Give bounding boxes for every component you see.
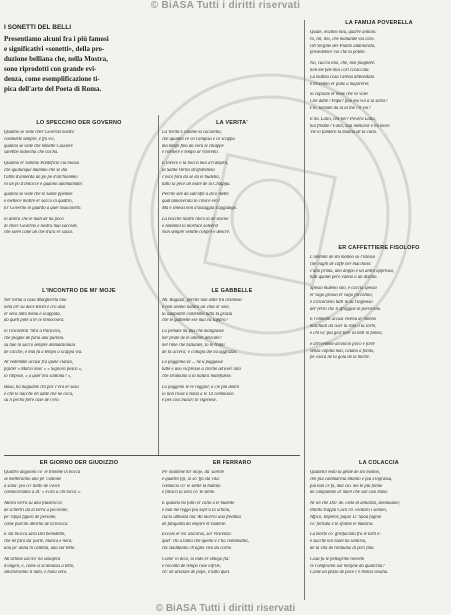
verse-line: e non avemo natura un vina ar sole, <box>162 304 230 310</box>
verse-line: che vaghi de caffè ner macinino: <box>310 261 372 267</box>
intro-line: e significativi «sonetti», della pro- <box>4 45 105 53</box>
verse-line: Perchè sìte da sull'ofte a do'ò mette <box>162 192 229 198</box>
verse-line: chi staddanno ch'agno vive da corne. <box>162 545 232 551</box>
poem-famija <box>310 20 448 180</box>
stanza <box>4 557 154 577</box>
verse-line: Ma e smessi non d'assaggià s'aggiùngo. <box>162 205 238 211</box>
stanza <box>162 217 302 237</box>
intro-heading: I SONETTI DEL BELLI <box>4 24 72 31</box>
verse-line: ner prate de le ommre delicate? <box>162 335 222 341</box>
poem-title: ER FERRARO <box>212 460 252 466</box>
verse-line: Lo poggenia ze ... ne u paggasse <box>162 360 224 366</box>
verse-line: la sumpoltre contenme tutta la grazia <box>162 311 233 317</box>
verse-line: che più cammarina intanto e più s'ingrassa, <box>310 476 393 482</box>
verse-line: E l'ommini accusì vivenu ar monno <box>310 317 377 323</box>
verse-line: Eccolo er mi' discorso, sor Vincenzo: <box>162 532 232 538</box>
verse-line: tutto la pece un mare de la Chiappa. <box>162 181 231 187</box>
verse-line: de la vita de rotinumo di pori fina. <box>310 545 375 551</box>
verse-line: de cacche, e mia fu a tempo a scappà via. <box>4 349 83 355</box>
stanza <box>310 317 448 337</box>
verse-line: E quanno ho fatto er callo a le budelle <box>162 501 235 507</box>
verse-line: io allora che le mali de nu poco <box>4 216 64 222</box>
verse-line: Non sempre venitte conpre e dencre. <box>162 230 231 236</box>
verse-line: cucio abbasta nìa' An morrio una fredlina <box>162 514 241 520</box>
verse-line: de fatigarda da empiré er budelle. <box>162 521 227 527</box>
stanza <box>162 532 302 552</box>
stanza <box>162 298 302 325</box>
poem-colaccia <box>310 460 448 602</box>
intro-line: pica dell'arte del Poeta di Roma. <box>4 85 102 93</box>
verse-line: E'nn. Lallo, che bei? Povera Lalla, <box>310 116 376 122</box>
verse-line: che quanno ce vò l'ampisa e ce scappa <box>162 136 235 142</box>
stanza <box>310 470 448 497</box>
verse-line: e roconto de tempo rase iofrile, <box>162 563 221 569</box>
poem-title: LA COLACCIA <box>359 460 399 466</box>
verse-line: Fio, tornate da la al ttie c'è voi? <box>310 105 371 111</box>
verse-line: tutte e uno vicpresse a cinche ad'aver alla <box>162 367 241 373</box>
stanza <box>310 286 448 313</box>
stanza <box>162 501 302 528</box>
stanza <box>310 532 448 552</box>
stanza <box>4 217 154 237</box>
verse-line: e ritenere è tempo ar ritorello. <box>162 150 219 156</box>
verse-line: All'urtimo uscirà 'na sonajera <box>4 556 61 562</box>
verse-line: pè cascà ne la gola de la morte. <box>310 355 370 361</box>
verse-line: sarebbe indovina che cos'ha. <box>4 150 59 156</box>
verse-line: Come' ìo dico, io indò er stmigo fia: <box>162 556 230 562</box>
verse-line: io l'incontrai 'ntrà a Paravria, <box>4 329 62 335</box>
verse-line: che qualunque mummo che se dia <box>4 167 68 173</box>
verse-line: quanno se vede che mmette Cassiere <box>4 143 73 149</box>
verse-line: Quale, ovatino mia, quarre annoio: <box>310 30 377 35</box>
verse-line: Quanno se vede cher Governo nostro <box>4 130 74 135</box>
verse-line: Spesso muteno sito, e caccia spesso <box>310 286 377 292</box>
poem-ferraro <box>162 460 302 602</box>
stanza <box>4 532 154 552</box>
verse-line: er sera lutto menu e scappata, <box>4 311 61 317</box>
verse-line: e Iommini la mortace sotèerst <box>162 223 218 229</box>
stanza <box>4 161 154 188</box>
verse-line: che ssere cane un che trura er sasso. <box>4 230 74 236</box>
stanza <box>310 92 448 112</box>
verse-line: co' fortuna e le sfonno le mutaria. <box>310 521 374 527</box>
poem-caffettiere <box>310 245 448 445</box>
verse-line: quanno se vede che le Sante ppenele <box>4 192 73 198</box>
stanza <box>310 557 448 577</box>
poem-moje <box>4 288 154 448</box>
verse-line: ma tempi fino da vera lè chiappe <box>162 143 224 149</box>
verse-line: che stramano a la natura malefidese. <box>162 373 232 379</box>
verse-line: c'uno prima, uno doppo e un antro appresso, <box>310 268 395 274</box>
poem-title: LA FAMIJA POVERELLA <box>345 20 413 26</box>
verse-line: Baxa, ha naguame chi par c'era er sasa <box>4 384 79 390</box>
verse-line: che le gabbelle ese nua vu sappra? <box>162 318 228 324</box>
verse-line: che ne farà du' parte, bianca e nera: <box>4 539 73 545</box>
intro-line: denza, come esemplificazione ti- <box>4 75 100 83</box>
verse-line: più nun ce fa, mai ciò. Sei te più fonno <box>310 483 383 489</box>
stanza <box>4 385 154 405</box>
column-divider <box>304 20 305 600</box>
verse-line: Quattro angoloni co' le tromme in bocca <box>4 470 81 475</box>
verse-line: commette sempre, e ffa vvì, <box>4 136 55 142</box>
verse-line: Affico, Imperor, papu! Li' Spaa fognio <box>310 514 382 520</box>
verse-line: quer' chi a tanta che quello è c'ha commodità, <box>162 539 249 545</box>
verse-line: La bocche nostre liticò là de stocne <box>162 216 229 222</box>
stanza <box>162 329 302 356</box>
intro-line: sono riprodotti con grande evi- <box>4 65 97 73</box>
verse-line: una pe' annà in cantina, una sur tetto. <box>4 545 76 551</box>
verse-line: ro un pò d'innocce e quanno adomannate; <box>4 181 84 187</box>
verse-line: io ribpose, « a quer'ora santona? », <box>4 373 72 379</box>
verse-line: sù nuo la sacco sempre ammanzonaia <box>4 342 76 348</box>
verse-line: e pes così bucuri in vigenese. <box>162 398 217 404</box>
stanza <box>310 501 448 528</box>
stanza <box>310 61 448 88</box>
watermark-bottom: © BiASA Tutti i diritti riservati <box>155 603 296 614</box>
verse-line: e zucche noi tozze ha sentiria, <box>310 539 367 545</box>
verse-line: e che le nacche oh adde che nè ceca, <box>4 391 74 397</box>
verse-line: Quantiin vedo la gente de sto monno, <box>310 470 381 475</box>
stanza <box>310 117 448 137</box>
verse-line: re l'ompraren sur minjine da quanchia? <box>310 563 385 569</box>
verse-line: pe' ripijà figura de persone, <box>4 514 57 520</box>
verse-line: e s'incarzeno tutti in su l'ingresso <box>310 299 373 305</box>
verse-line: e quattro fiji, io so' ffà sta vita: <box>162 476 221 482</box>
poem-gabbelle <box>162 288 302 448</box>
verse-line: da quell potè a te ce nmiocoorà. <box>4 318 65 324</box>
verse-line: Quanno er Sommo Ponteficie cia mosso <box>4 161 80 167</box>
verse-line: se metteranno uno pe' cantone <box>4 476 62 482</box>
verse-line: No, cuccio mio, che, non piagnete: <box>310 61 376 67</box>
poem-specchio <box>4 120 154 280</box>
verse-line: a sonà: poi co' tanto de vvoce <box>4 483 60 489</box>
poem-title: L'INCONTRO DE MI' MOJE <box>42 288 116 294</box>
verse-line: pijiðer « Mario mio! » « Signora pesca », <box>4 367 83 373</box>
verse-line: nel rime che taziunile, to lo trami <box>162 342 225 348</box>
verse-line: Allora verrà su una filastrocca <box>4 501 62 507</box>
verse-line: e nun me reggo più sopr'a la schina, <box>162 507 231 513</box>
stanza <box>162 192 302 212</box>
stanza <box>162 470 302 497</box>
stanza <box>310 30 448 57</box>
stanza <box>4 470 154 497</box>
verse-line: c'esce fora da sé da le budella, <box>162 174 220 180</box>
verse-line: Vie io famlero la manna de la calla. <box>310 130 378 136</box>
verse-line: non me fate mai cori ccosccata. <box>310 67 370 73</box>
verse-line: Lo pemate nu pus che mangiasse <box>162 329 224 335</box>
verse-line: Cosa fu le pellegrine novello <box>310 556 365 562</box>
verse-line: come purcini attorno de la biocca. <box>4 521 69 527</box>
verse-line: mischiati da cuer la rota o la sorte, <box>310 324 377 330</box>
poem-verita <box>162 120 302 280</box>
intro-line: Presentiamo alcuni fra i più famosi <box>4 35 109 43</box>
intro-section <box>4 24 214 114</box>
verse-line: Si capissie er bene che ve voie! <box>310 92 369 98</box>
verse-line: e chi va' più gior ture va tetti in fonno; <box>310 330 383 336</box>
stanza <box>4 501 154 528</box>
verse-line: E invece o la bocca mai a'n'ampra, <box>162 161 229 167</box>
verse-line: E sta biocca sarà Dio benedetto, <box>4 532 66 538</box>
poem-title: LA VERITA' <box>216 120 248 126</box>
verse-line: Ah. Ragazzi, perché non state tra orsinena <box>162 298 242 303</box>
intro-line: duzione belliana che, nella Mostra, <box>4 55 108 63</box>
watermark-top: © BiASA Tutti i diritti riservati <box>150 0 301 11</box>
verse-line: de schèrtri da la terra a pecorone, <box>4 507 69 513</box>
verse-line: di chier Governo e nostra mai succede, <box>4 223 78 229</box>
verse-line: e finisco la sera co' le stelle. <box>162 490 216 496</box>
column-divider <box>158 115 159 455</box>
verse-line: de la accera: è collapa die na aggrazzo. <box>162 349 238 355</box>
stanza <box>162 385 302 405</box>
stanza <box>4 130 154 157</box>
section-divider <box>4 455 300 456</box>
verse-line: La Verità è comme la cacarella, <box>162 130 222 135</box>
verse-line: Come un pezzo de pace c'è benna vesana. <box>310 570 389 576</box>
verse-line: e trovenno er pane a majorerèr. <box>310 81 370 87</box>
verse-line: e mettece inoltre er sacco in quattro, <box>4 199 73 205</box>
verse-line: Ner torna a casa Margherita mia <box>4 298 67 303</box>
poem-giudizzio <box>4 460 154 602</box>
verse-line: Ar on che Dio' de. cedo di annarda, smonaaine; <box>310 501 401 507</box>
verse-line: senza capillà mai, calano a fonno, <box>310 348 375 354</box>
verse-line: d'angeli, e, come si ss'annassi a letto, <box>4 563 75 569</box>
stanza <box>310 342 448 362</box>
verse-line: ro, tin, illo, che manunde via caro. <box>310 36 375 42</box>
verse-line: Pe' mantené mi' moje, du' sorelle <box>162 470 224 475</box>
verse-line: cominceranno a dì: « Fora a chi tocca ». <box>4 490 82 496</box>
verse-line: der ferro che li sfraggne in porverino. <box>310 306 382 312</box>
verse-line: de campanine ar mare che son così bona. <box>310 490 388 496</box>
verse-line: su li pechò fiere case de l'ero. <box>4 398 60 404</box>
verse-line: Che ddite? Papà? puo mo voi a la sorta? <box>310 99 388 105</box>
verse-line: Itmillo tràppa Cocò rìt. verdaro i sonino, <box>310 507 387 513</box>
verse-line: tutti quanti però vanno a un distino. <box>310 275 378 281</box>
stanza <box>162 130 302 157</box>
verse-line: La mattea cosa l'arena abbondata <box>310 74 375 80</box>
verse-line: ch: de urlaszie de pope, è tutto quel. <box>162 570 231 576</box>
verse-line: comincio co' le stelle la matina <box>162 483 221 489</box>
verse-line: L'ommini de sto monno sò l'istesso <box>310 255 376 260</box>
verse-line: io non rivae o bailà a le 14 commissio <box>162 391 234 397</box>
verse-line: e arrivemmo alconcio poco e forte <box>310 341 375 347</box>
verse-line: Oh Vergine der Pianto addolorata, <box>310 43 376 49</box>
verse-line: qual'annaverata lo cresce ero? <box>162 199 221 205</box>
verse-line: ieha orr su doce Riviti è cro aiza <box>4 304 66 310</box>
stanza <box>310 255 448 282</box>
verse-line: Lo paggeno le re raggior, a cie più donni <box>162 384 240 390</box>
poem-title: LE GABBELLE <box>211 288 253 294</box>
verse-line: smorzeranno li lumi, e bona sera. <box>4 570 68 576</box>
verse-line: t'abbi d'annerda un pò pè d'archiommo <box>4 174 78 180</box>
poem-title: ER CAFFETTIERE FISOLOFO <box>338 245 420 251</box>
poem-title: LO SPECCHIO DER GOVERNO <box>36 120 122 126</box>
verse-line: la Santa Verità strafottenela <box>162 167 215 173</box>
verse-line: Ar vedemme accusì fra quele cianza, <box>4 360 73 366</box>
stanza <box>4 360 154 380</box>
stanza <box>162 161 302 188</box>
stanza <box>162 360 302 380</box>
verse-line: er vago grosso er vago piccolino, <box>310 292 373 298</box>
stanza <box>4 298 154 325</box>
verse-line: hai freddo? Fallo, mia menuvor è mi more <box>310 123 390 129</box>
verse-line: La morte co' grinfaciata fra ie tarti e: <box>310 532 381 538</box>
verse-line: provedetece voi che la potete. <box>310 50 366 56</box>
stanza <box>4 329 154 356</box>
verse-line: Er Governo lo guardo a quer muscoletto. <box>4 205 82 211</box>
verse-line: che piagne de furia una purella. <box>4 335 65 341</box>
poem-title: ER GIORNO DER GIUDIZZIO <box>39 460 119 466</box>
stanza <box>4 192 154 212</box>
stanza <box>162 557 302 577</box>
